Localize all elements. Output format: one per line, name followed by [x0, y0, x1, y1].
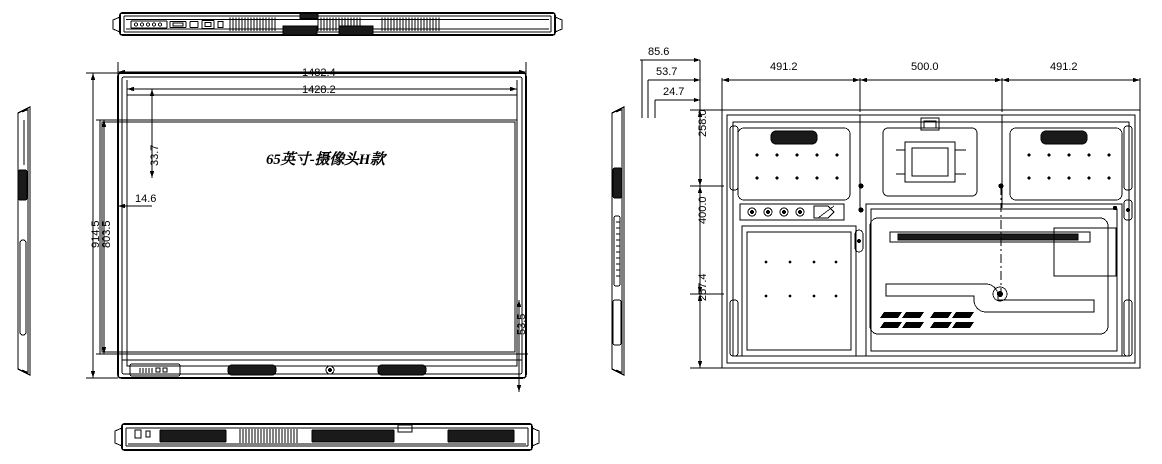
dim-side-depth-front: 24.7: [663, 86, 685, 98]
dim-rear-width-center: 500.0: [911, 61, 939, 73]
view-right-side: [612, 107, 624, 375]
dim-rear-width-right: 491.2: [1050, 61, 1078, 73]
dim-front-width-outer: 1482.4: [302, 67, 336, 79]
view-front: [100, 73, 526, 378]
dim-front-top-offset: 33.7: [149, 144, 161, 166]
dim-rear-height-mid: 400.0: [697, 196, 709, 224]
front-dimensions: [86, 62, 528, 392]
view-bottom: [115, 424, 539, 450]
dim-front-width-inner: 1428.2: [302, 84, 336, 96]
view-left-side: [18, 107, 30, 375]
front-screen-caption: 65英寸-摄像头H款: [266, 152, 385, 168]
dim-rear-width-left: 491.2: [770, 61, 798, 73]
dim-side-depth-mid: 53.7: [656, 66, 678, 78]
dim-front-bottom-offset: 53.5: [516, 313, 528, 335]
dim-front-height-inner: 803.5: [101, 220, 113, 248]
view-rear: [722, 110, 1140, 368]
dim-front-side-offset: 14.6: [135, 193, 157, 205]
dim-rear-height-bottom: 257.4: [697, 273, 709, 301]
dim-rear-height-top: 258.0: [697, 109, 709, 137]
dim-side-depth-total: 85.6: [648, 46, 670, 58]
dim-front-height-outer: 914.5: [90, 220, 102, 248]
view-top: [113, 13, 562, 35]
